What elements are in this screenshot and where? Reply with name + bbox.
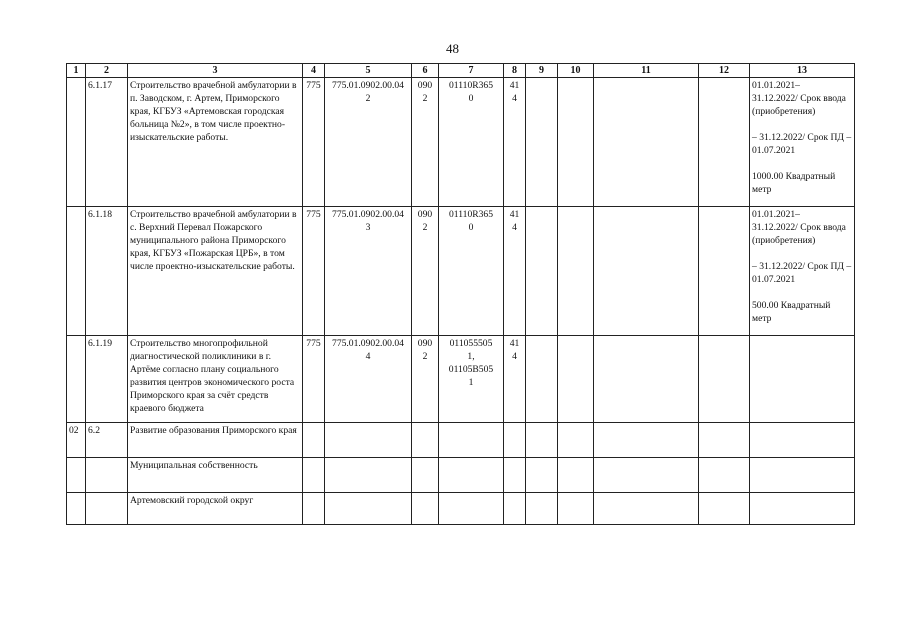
- cell-col11: [594, 458, 699, 493]
- cell-number: [86, 458, 128, 493]
- col-header-1: 1: [67, 64, 86, 78]
- cell-col9: [526, 336, 558, 423]
- cell-terms: [750, 78, 855, 207]
- cell-object-code: 775.01.0902.00.04 2: [325, 78, 412, 207]
- cell-code: 02: [67, 423, 86, 458]
- terms-design: – 31.12.2022/ Срок ПД – 01.07.2021: [752, 132, 852, 156]
- cell-grbs: [303, 458, 325, 493]
- col-header-2: 2: [86, 64, 128, 78]
- cell-section: 090 2: [412, 336, 439, 423]
- table-row: [67, 336, 855, 423]
- col-header-8: 8: [504, 64, 526, 78]
- cell-col11: [594, 493, 699, 525]
- cell-expense-type: 41 4: [504, 78, 526, 207]
- cell-col12: [699, 78, 750, 207]
- cell-terms: [750, 207, 855, 336]
- cell-col11: [594, 336, 699, 423]
- cell-expense-type: [504, 458, 526, 493]
- cell-col9: [526, 78, 558, 207]
- table-row: [67, 423, 855, 458]
- cell-object-code: [325, 423, 412, 458]
- cell-grbs: 775: [303, 207, 325, 336]
- cell-grbs: 775: [303, 78, 325, 207]
- cell-object-code: 775.01.0902.00.04 4: [325, 336, 412, 423]
- col-header-5: 5: [325, 64, 412, 78]
- cell-section: [412, 458, 439, 493]
- cell-object-code: 775.01.0902.00.04 3: [325, 207, 412, 336]
- cell-col11: [594, 78, 699, 207]
- cell-section: 090 2: [412, 207, 439, 336]
- cell-col9: [526, 423, 558, 458]
- cell-col10: [558, 423, 594, 458]
- cell-number: 6.2: [86, 423, 128, 458]
- cell-terms: [750, 336, 855, 423]
- cell-description: Муниципальная собственность: [128, 458, 303, 493]
- cell-terms: [750, 493, 855, 525]
- col-header-4: 4: [303, 64, 325, 78]
- table-row: [67, 78, 855, 207]
- cell-target-article: [439, 493, 504, 525]
- cell-code: [67, 207, 86, 336]
- cell-section: [412, 423, 439, 458]
- col-header-9: 9: [526, 64, 558, 78]
- cell-section: 090 2: [412, 78, 439, 207]
- cell-expense-type: 41 4: [504, 207, 526, 336]
- header-row: [67, 64, 855, 78]
- col-header-3: 3: [128, 64, 303, 78]
- cell-target-article: 011055505 1, 01105В505 1: [439, 336, 504, 423]
- cell-object-code: [325, 458, 412, 493]
- cell-grbs: 775: [303, 336, 325, 423]
- cell-number: 6.1.19: [86, 336, 128, 423]
- cell-col10: [558, 458, 594, 493]
- cell-grbs: [303, 493, 325, 525]
- cell-grbs: [303, 423, 325, 458]
- col-header-6: 6: [412, 64, 439, 78]
- cell-terms: [750, 458, 855, 493]
- table-row: [67, 493, 855, 525]
- cell-number: [86, 493, 128, 525]
- cell-expense-type: [504, 423, 526, 458]
- cell-description: Строительство врачебной амбулатории в п. Заводском, г. Артем, Приморского края, КГБУЗ «Артемовская городская больница №2», в том числе проектно-изыскательские работы.: [128, 78, 303, 207]
- cell-section: [412, 493, 439, 525]
- terms-design: – 31.12.2022/ Срок ПД – 01.07.2021: [752, 261, 852, 285]
- cell-col10: [558, 336, 594, 423]
- cell-code: [67, 78, 86, 207]
- cell-col9: [526, 493, 558, 525]
- col-header-7: 7: [439, 64, 504, 78]
- cell-target-article: 01110R365 0: [439, 207, 504, 336]
- cell-code: [67, 458, 86, 493]
- cell-col12: [699, 458, 750, 493]
- terms-capacity: 1000.00 Квадратный метр: [752, 171, 836, 195]
- cell-number: 6.1.17: [86, 78, 128, 207]
- cell-description: Артемовский городской округ: [128, 493, 303, 525]
- cell-expense-type: 41 4: [504, 336, 526, 423]
- cell-target-article: [439, 423, 504, 458]
- col-header-10: 10: [558, 64, 594, 78]
- cell-col11: [594, 423, 699, 458]
- cell-terms: [750, 423, 855, 458]
- terms-period: 01.01.2021– 31.12.2022/ Срок ввода (приобретения): [752, 209, 846, 246]
- cell-description: Строительство многопрофильной диагностической поликлиники в г. Артёме согласно плану социального развития центров экономического роста Приморского края за счёт средств краевого бюджета: [128, 336, 303, 423]
- cell-description: Строительство врачебной амбулатории в с. Верхний Перевал Пожарского муниципального района Приморского края, КГБУЗ «Пожарская ЦРБ», в том числе проектно-изыскательские работы.: [128, 207, 303, 336]
- col-header-12: 12: [699, 64, 750, 78]
- cell-col10: [558, 207, 594, 336]
- cell-expense-type: [504, 493, 526, 525]
- cell-code: [67, 493, 86, 525]
- cell-object-code: [325, 493, 412, 525]
- cell-description: Развитие образования Приморского края: [128, 423, 303, 458]
- cell-col10: [558, 493, 594, 525]
- cell-col12: [699, 423, 750, 458]
- cell-number: 6.1.18: [86, 207, 128, 336]
- cell-col11: [594, 207, 699, 336]
- cell-col10: [558, 78, 594, 207]
- terms-period: 01.01.2021– 31.12.2022/ Срок ввода (приобретения): [752, 80, 846, 117]
- cell-col9: [526, 458, 558, 493]
- cell-col9: [526, 207, 558, 336]
- terms-capacity: 500.00 Квадратный метр: [752, 300, 831, 324]
- cell-target-article: [439, 458, 504, 493]
- cell-code: [67, 336, 86, 423]
- col-header-11: 11: [594, 64, 699, 78]
- cell-col12: [699, 336, 750, 423]
- table-row: [67, 458, 855, 493]
- cell-col12: [699, 207, 750, 336]
- col-header-13: 13: [750, 64, 855, 78]
- cell-col12: [699, 493, 750, 525]
- table-row: [67, 207, 855, 336]
- page-number: 48: [446, 41, 459, 56]
- cell-target-article: 01110R365 0: [439, 78, 504, 207]
- investment-table: [66, 63, 855, 525]
